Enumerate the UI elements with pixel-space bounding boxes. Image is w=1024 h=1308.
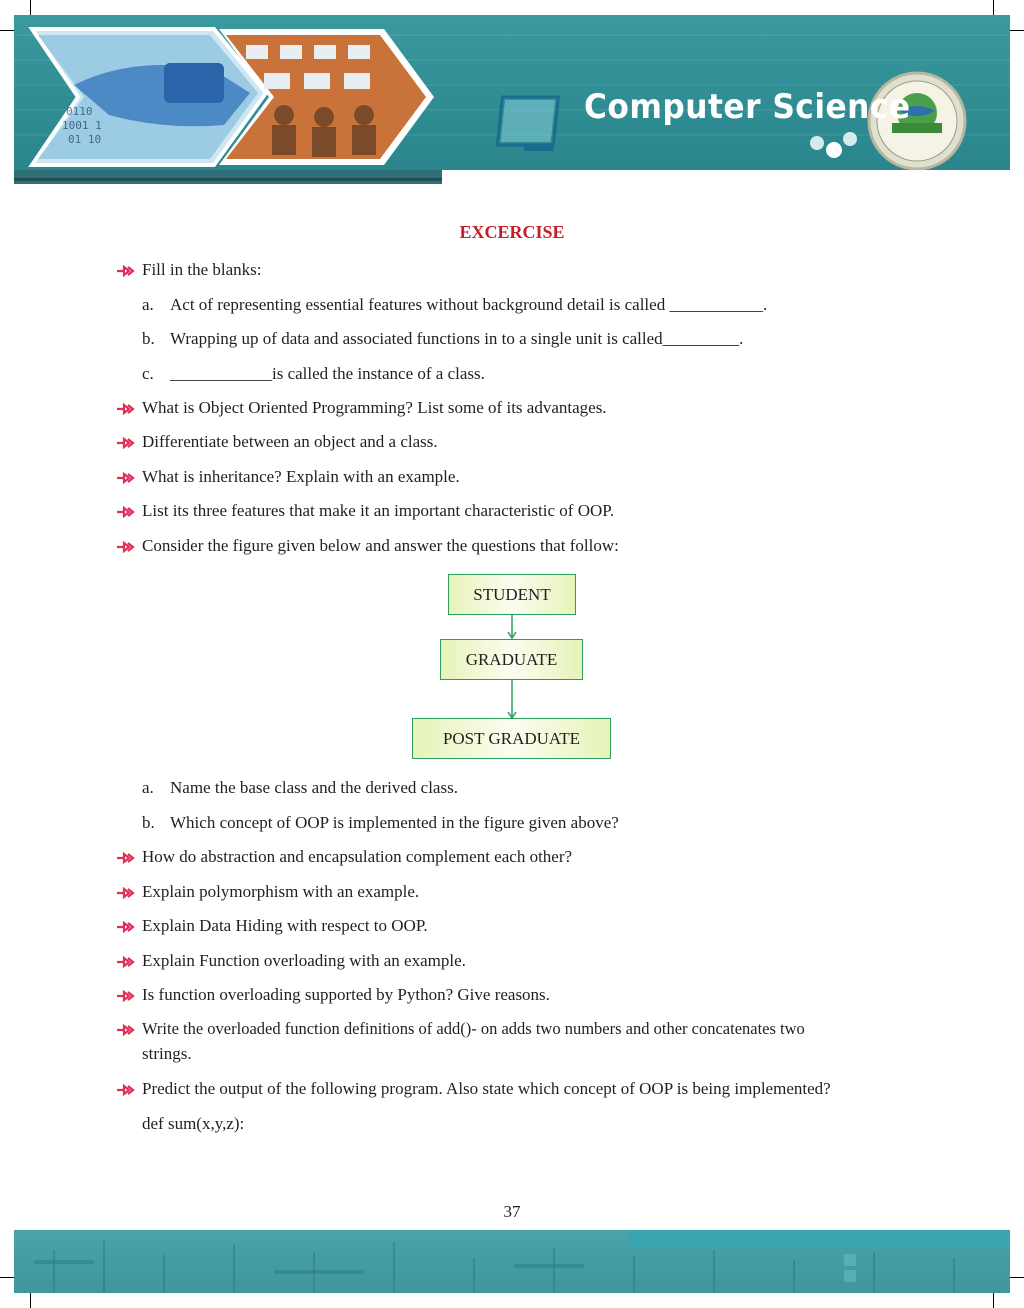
diagram-box-post-graduate: POST GRADUATE xyxy=(412,718,611,759)
list-marker: a. xyxy=(142,778,154,797)
arrow-down-icon xyxy=(505,615,519,640)
question-item: List its three features that make it an important characteristic of OOP. xyxy=(142,501,615,520)
banner-stripe xyxy=(14,178,442,181)
question-item: Differentiate between an object and a class. xyxy=(142,432,438,451)
svg-text:0110: 0110 xyxy=(66,105,93,118)
figure-question: Name the base class and the derived class. xyxy=(170,778,458,797)
list-marker: a. xyxy=(142,295,154,314)
question-item: What is Object Oriented Programming? List some of its advantages. xyxy=(142,398,607,417)
question-item: How do abstraction and encapsulation complement each other? xyxy=(142,847,573,866)
list-marker: b. xyxy=(142,329,155,348)
arrow-bullet-icon xyxy=(116,437,136,449)
svg-text:01 10: 01 10 xyxy=(68,133,102,146)
arrow-bullet-icon xyxy=(116,1084,136,1096)
header-banner xyxy=(14,15,1010,170)
figure-question: Which concept of OOP is implemented in the figure given above? xyxy=(170,813,619,832)
footer-artwork xyxy=(14,1230,1010,1293)
arrow-down-icon xyxy=(505,680,519,720)
arrow-bullet-icon xyxy=(116,887,136,899)
exercise-heading: EXCERCISE xyxy=(459,222,565,242)
question-item: Explain Function overloading with an example. xyxy=(142,951,466,970)
diagram-box-student: STUDENT xyxy=(448,574,576,615)
arrow-bullet-icon xyxy=(116,403,136,415)
list-marker: b. xyxy=(142,813,155,832)
page-number: 37 xyxy=(503,1202,521,1221)
question-item: Predict the output of the following program. Also state which concept of OOP is being implemented? xyxy=(142,1079,831,1098)
banner-title: Computer Science xyxy=(584,87,911,127)
arrow-bullet-icon xyxy=(116,506,136,518)
svg-text:1001 1: 1001 1 xyxy=(62,119,102,132)
fill-blank-item: Act of representing essential features without background detail is called ___________. xyxy=(170,295,768,314)
list-marker: c. xyxy=(142,364,154,383)
code-line: def sum(x,y,z): xyxy=(142,1114,245,1133)
question-item: Write the overloaded function definitions of add()- on adds two numbers and other concatenates two xyxy=(142,1019,805,1038)
question-item-continued: strings. xyxy=(142,1044,192,1063)
fill-blank-item: Wrapping up of data and associated functions in to a single unit is called_________. xyxy=(170,329,744,348)
question-item: What is inheritance? Explain with an example. xyxy=(142,467,460,486)
arrow-bullet-icon xyxy=(116,956,136,968)
footer-banner xyxy=(14,1230,1010,1293)
question-item: Is function overloading supported by Python? Give reasons. xyxy=(142,985,550,1004)
question-item: Explain Data Hiding with respect to OOP. xyxy=(142,916,428,935)
question-item: Consider the figure given below and answer the questions that follow: xyxy=(142,536,619,555)
banner-bottom-bar xyxy=(14,170,442,184)
arrow-bullet-icon xyxy=(116,852,136,864)
diagram-box-graduate: GRADUATE xyxy=(440,639,583,680)
question-item: Explain polymorphism with an example. xyxy=(142,882,420,901)
arrow-bullet-icon xyxy=(116,990,136,1002)
arrow-bullet-icon xyxy=(116,472,136,484)
fill-blanks-label: Fill in the blanks: xyxy=(142,260,262,279)
arrow-bullet-icon xyxy=(116,1024,136,1036)
arrow-bullet-icon xyxy=(116,265,136,277)
arrow-bullet-icon xyxy=(116,921,136,933)
fill-blank-item: ____________is called the instance of a class. xyxy=(170,364,485,383)
arrow-bullet-icon xyxy=(116,541,136,553)
